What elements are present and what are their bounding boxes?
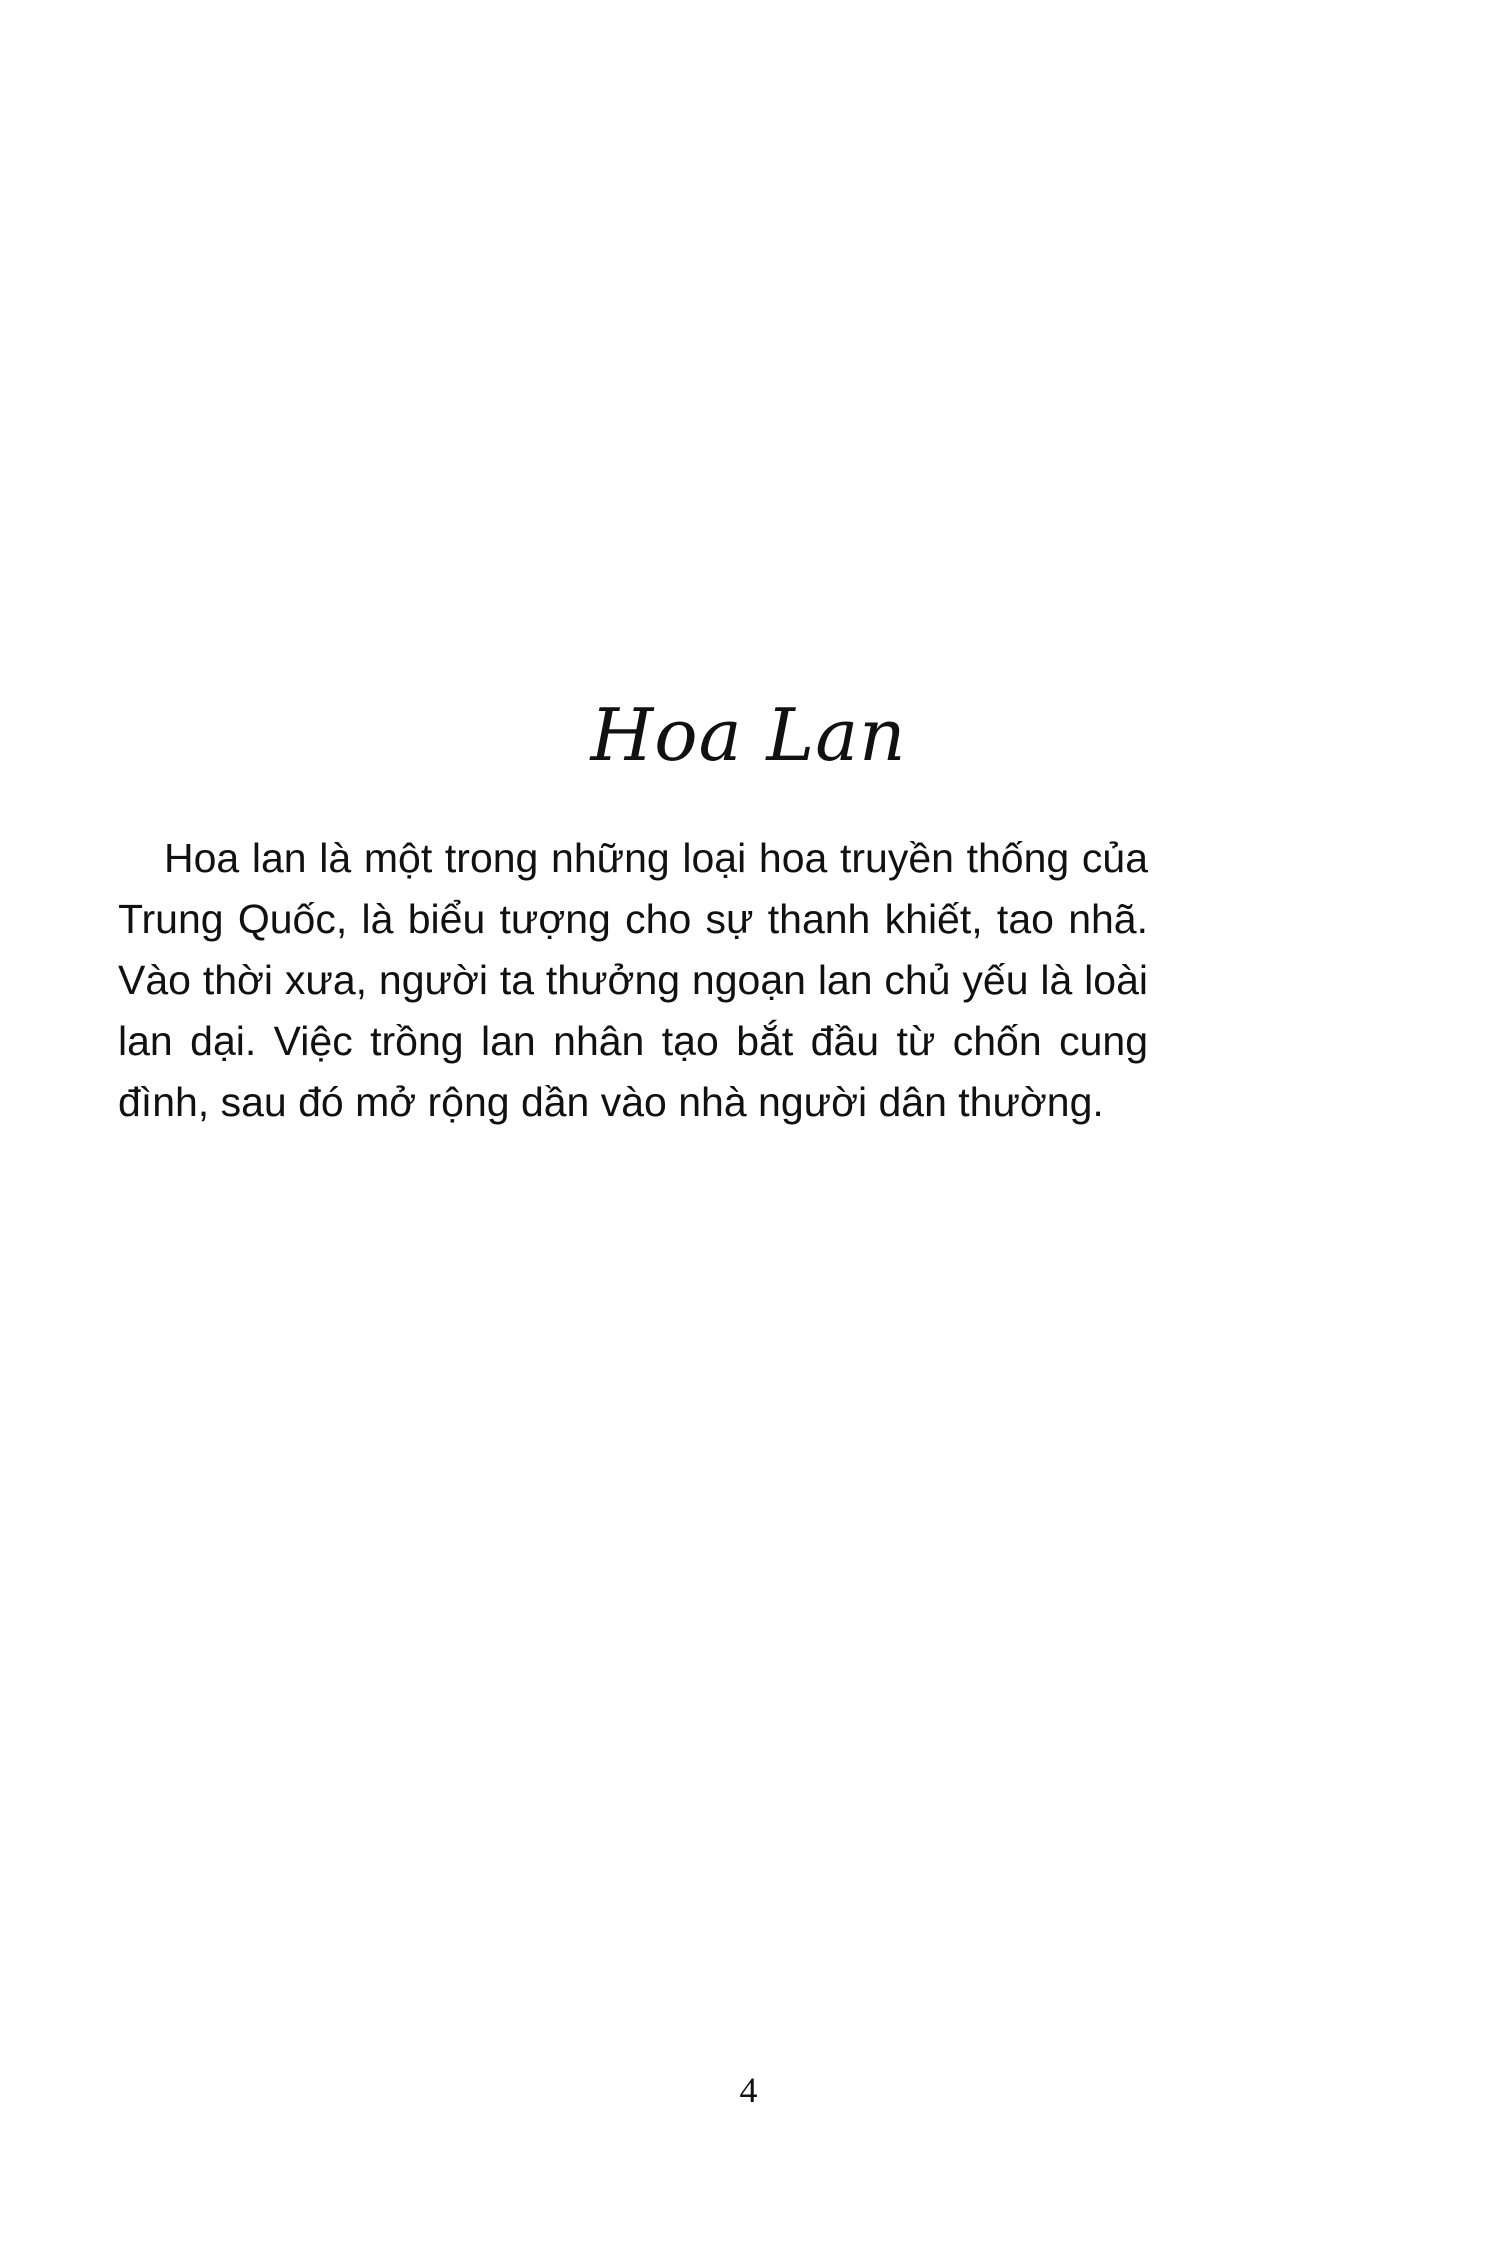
page-number: 4: [739, 2070, 758, 2110]
body-paragraph: Hoa lan là một trong những loại hoa truyền thống của Trung Quốc, là biểu tượng cho sự thanh khiết, tao nhã. Vào thời xưa, người ta thưởng ngoạn lan chủ yếu là loài lan dại. Việc trồng lan nhân tạo bắt đầu từ chốn cung đình, sau đó mở rộng dần vào nhà người dân thường.: [118, 835, 1148, 1125]
page-title: Hoa Lan: [590, 693, 907, 777]
